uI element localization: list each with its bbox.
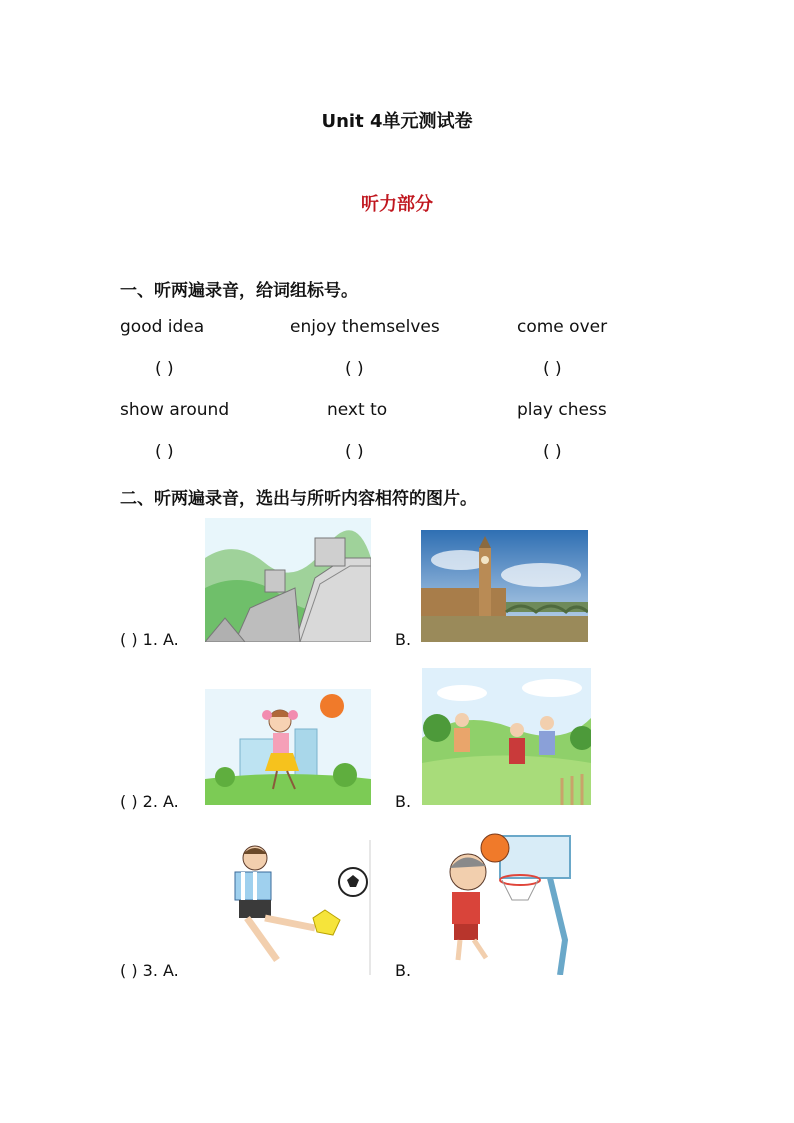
girl-dancing-image[interactable] — [205, 689, 371, 805]
boy-playing-basketball-image[interactable] — [420, 830, 582, 975]
question-1-b-label: B. — [395, 630, 412, 649]
section2-heading: 二、听两遍录音，选出与所听内容相符的图片。 — [120, 489, 477, 509]
section1-heading: 一、听两遍录音，给词组标号。 — [120, 281, 358, 301]
question-1-label: ( ) 1. A. — [120, 630, 179, 649]
answer-blank-5[interactable]: ( ) — [345, 442, 364, 462]
page-title: Unit 4单元测试卷 — [321, 111, 473, 132]
phrase-next-to: next to — [327, 400, 388, 420]
answer-blank-4[interactable]: ( ) — [155, 442, 174, 462]
answer-blank-6[interactable]: ( ) — [543, 442, 562, 462]
answer-blank-2[interactable]: ( ) — [345, 359, 364, 379]
phrase-enjoy-themselves: enjoy themselves — [290, 317, 440, 337]
question-2-b-label: B. — [395, 792, 412, 811]
great-wall-image[interactable] — [205, 518, 371, 642]
question-3-b-label: B. — [395, 961, 412, 980]
phrase-good-idea: good idea — [120, 317, 205, 337]
boy-kicking-football-image[interactable] — [205, 840, 371, 975]
answer-blank-3[interactable]: ( ) — [543, 359, 562, 379]
tai-chi-elders-image[interactable] — [422, 668, 591, 805]
phrase-come-over: come over — [517, 317, 608, 337]
phrase-play-chess: play chess — [517, 400, 607, 420]
phrase-show-around: show around — [120, 400, 230, 420]
question-3-label: ( ) 3. A. — [120, 961, 179, 980]
question-2-label: ( ) 2. A. — [120, 792, 179, 811]
answer-blank-1[interactable]: ( ) — [155, 359, 174, 379]
section-subtitle: 听力部分 — [361, 194, 433, 215]
big-ben-london-image[interactable] — [421, 530, 588, 642]
